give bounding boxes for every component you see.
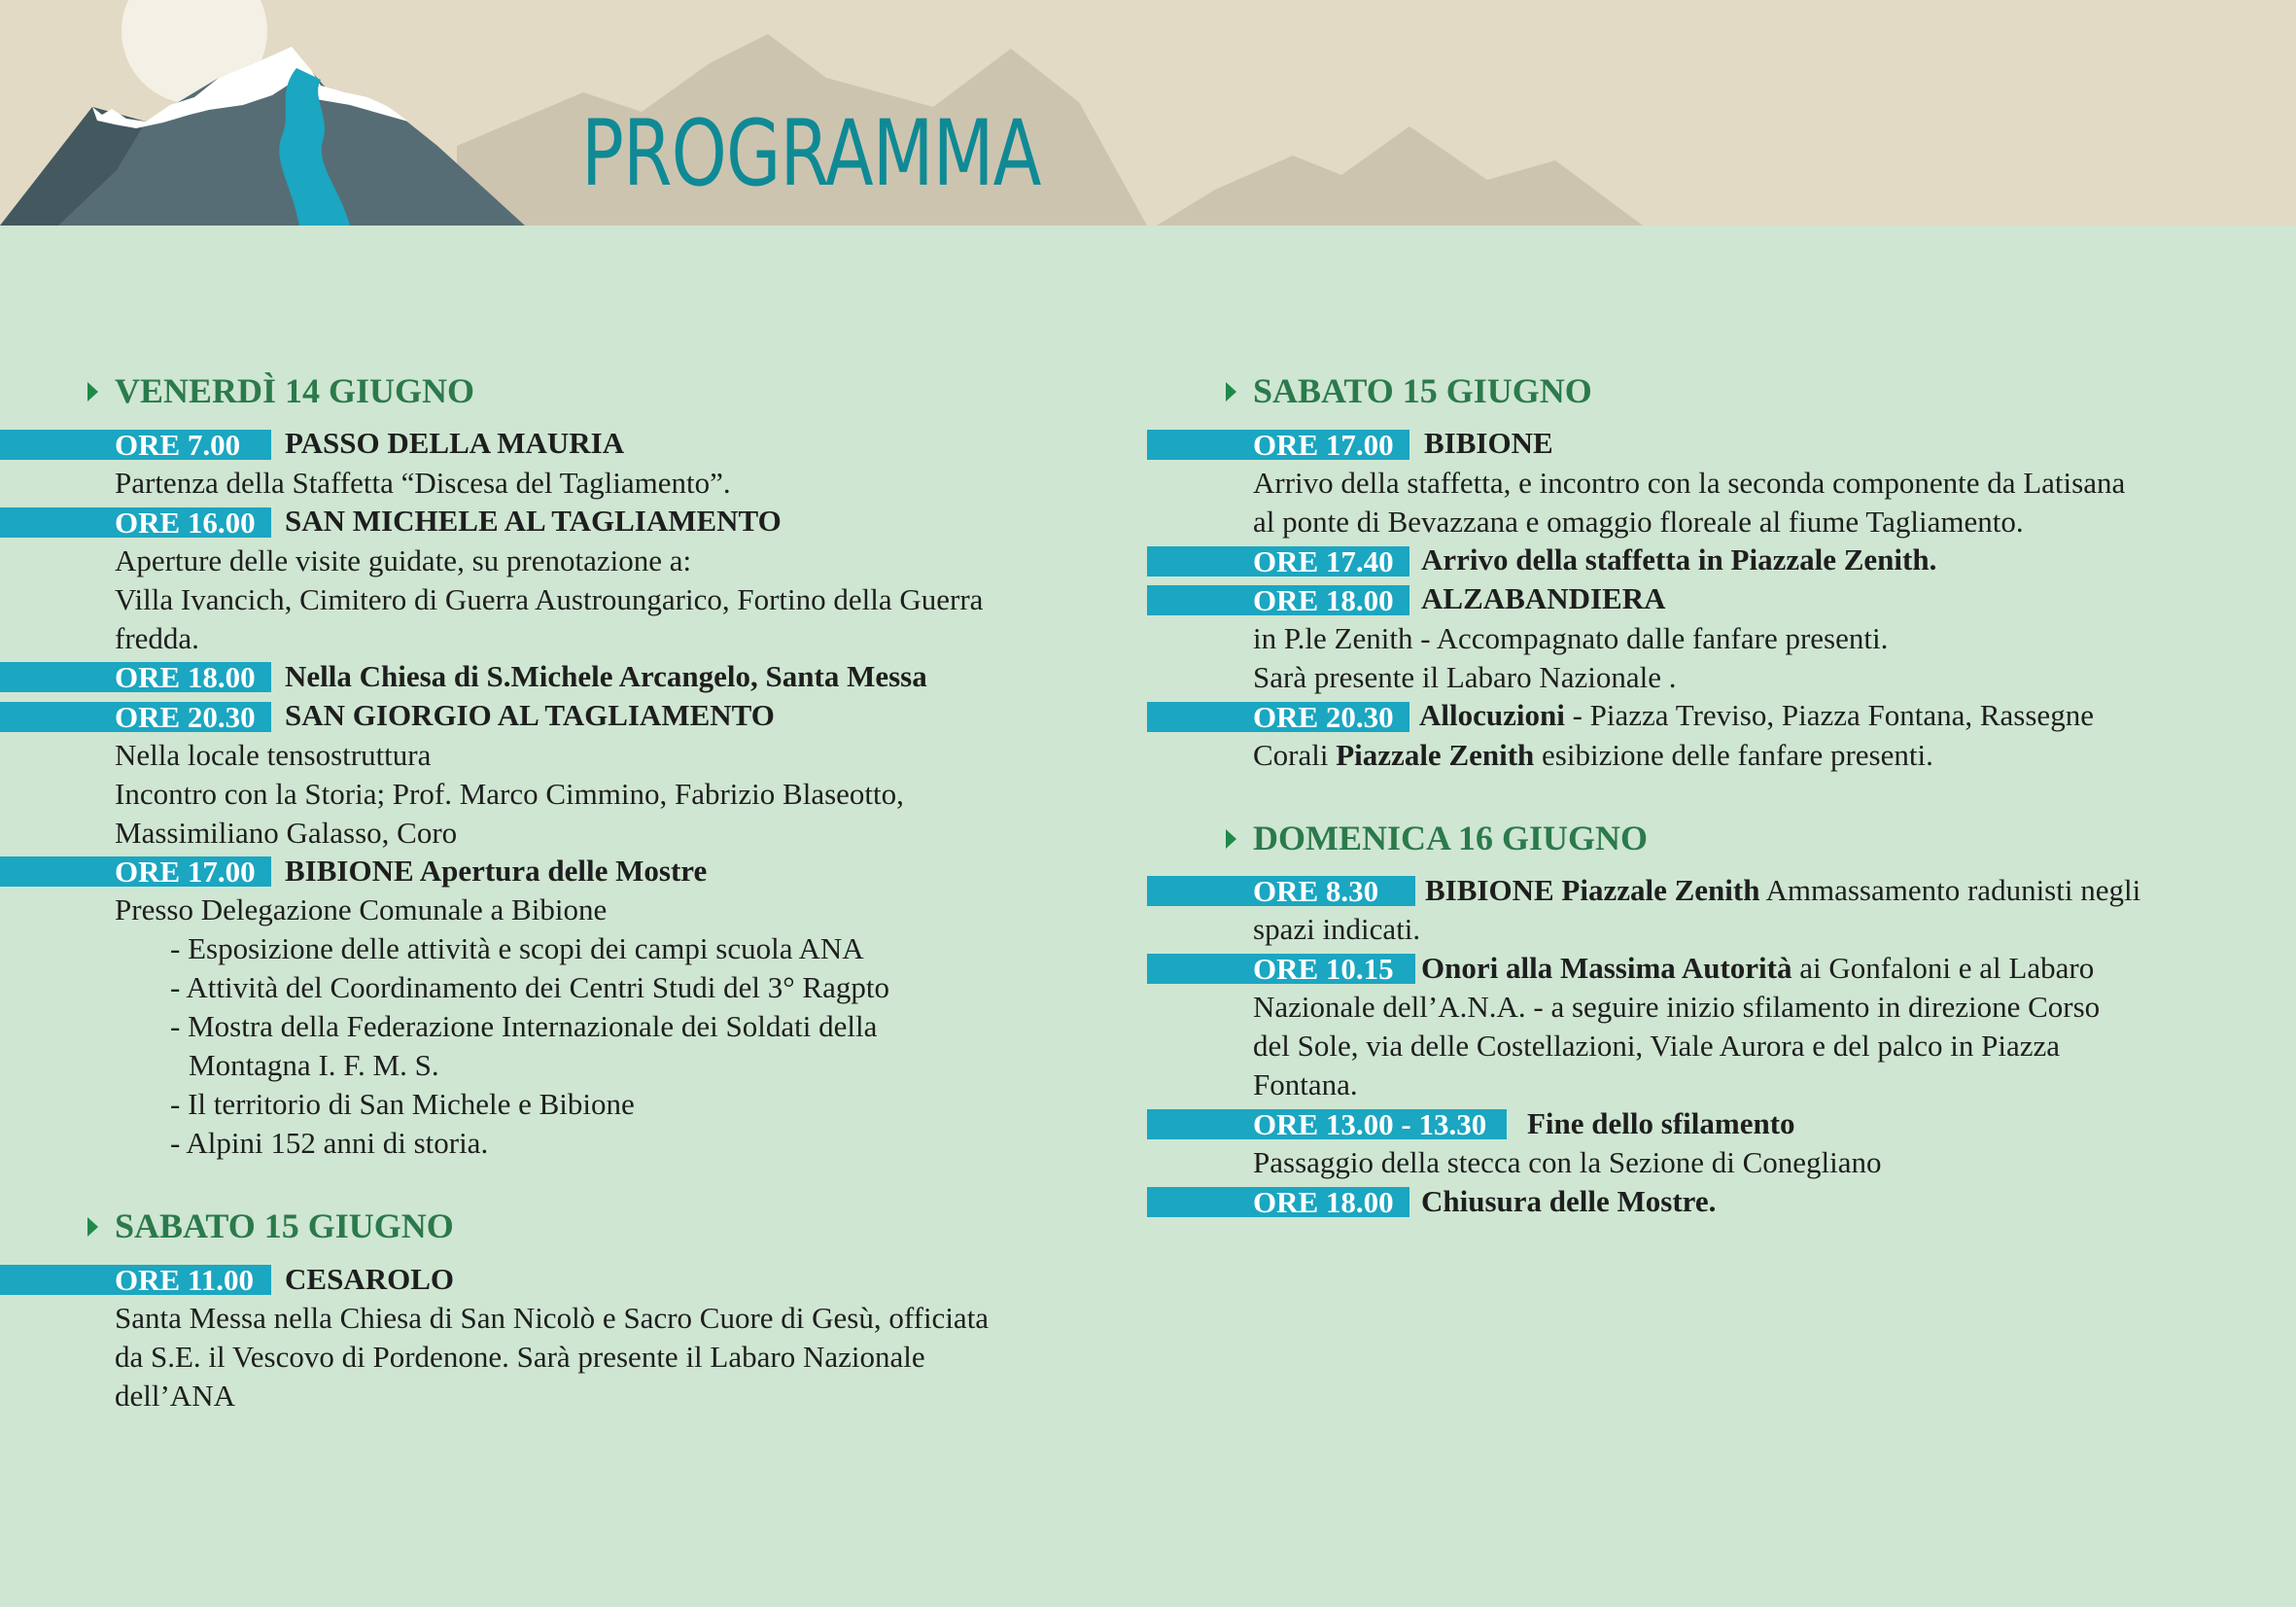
day-heading: DOMENICA 16 GIUGNO [1253, 817, 1648, 859]
event-title: ALZABANDIERA [1421, 581, 1666, 615]
event-title: BIBIONE Piazzale Zenith Ammassamento radunisti negli [1425, 873, 2141, 907]
event-text: Massimiliano Galasso, Coro [115, 816, 458, 850]
event-title: Fine dello sfilamento [1527, 1106, 1795, 1140]
event-title: SAN GIORGIO AL TAGLIAMENTO [285, 698, 775, 732]
list-item-continuation: Montagna I. F. M. S. [189, 1048, 439, 1082]
time-badge: ORE 17.00 [0, 856, 271, 887]
event-title: Allocuzioni - Piazza Treviso, Piazza Fontana, Rassegne [1419, 698, 2094, 732]
event-text: Santa Messa nella Chiesa di San Nicolò e Sacro Cuore di Gesù, officiata [115, 1301, 990, 1335]
list-item: - Il territorio di San Michele e Bibione [170, 1087, 635, 1121]
event-text: Fontana. [1253, 1067, 1358, 1101]
event-text: Sarà presente il Labaro Nazionale . [1253, 660, 1677, 694]
event-title: Nella Chiesa di S.Michele Arcangelo, Santa Messa [285, 659, 927, 693]
event-title: BIBIONE [1424, 426, 1553, 460]
time-badge: ORE 13.00 - 13.30 [1147, 1109, 1507, 1139]
page-title: PROGRAMMA [581, 101, 1041, 207]
event-text: Villa Ivancich, Cimitero di Guerra Austroungarico, Fortino della Guerra [115, 582, 984, 616]
event-text: del Sole, via delle Costellazioni, Viale Aurora e del palco in Piazza [1253, 1029, 2060, 1063]
day-heading: VENERDÌ 14 GIUGNO [115, 369, 474, 412]
time-badge: ORE 20.30 [1147, 702, 1409, 732]
time-badge: ORE 18.00 [1147, 1187, 1409, 1217]
event-title: PASSO DELLA MAURIA [285, 426, 625, 460]
list-item: - Mostra della Federazione Internazionale dei Soldati della [170, 1009, 878, 1043]
event-text: Arrivo della staffetta, e incontro con la seconda componente da Latisana [1253, 466, 2126, 500]
day-heading: SABATO 15 GIUGNO [115, 1205, 454, 1247]
arrow-right-icon [1226, 382, 1236, 402]
event-text: Nazionale dell’A.N.A. - a seguire inizio sfilamento in direzione Corso [1253, 990, 2101, 1024]
arrow-right-icon [1226, 829, 1236, 849]
event-text: da S.E. il Vescovo di Pordenone. Sarà presente il Labaro Nazionale [115, 1340, 925, 1374]
time-badge: ORE 11.00 [0, 1265, 271, 1295]
event-text: Aperture delle visite guidate, su prenotazione a: [115, 543, 692, 577]
time-badge: ORE 8.30 [1147, 876, 1415, 906]
arrow-right-icon [87, 382, 98, 402]
event-text: in P.le Zenith - Accompagnato dalle fanfare presenti. [1253, 621, 1889, 655]
event-text: fredda. [115, 621, 199, 655]
time-badge: ORE 17.00 [1147, 430, 1409, 460]
list-item: - Esposizione delle attività e scopi dei campi scuola ANA [170, 931, 864, 965]
event-text: Incontro con la Storia; Prof. Marco Cimmino, Fabrizio Blaseotto, [115, 777, 904, 811]
event-text: Passaggio della stecca con la Sezione di Conegliano [1253, 1145, 1882, 1179]
mountain-illustration [0, 0, 2296, 226]
time-badge: ORE 16.00 [0, 507, 271, 538]
event-title: BIBIONE Apertura delle Mostre [285, 854, 708, 888]
event-title: Chiusura delle Mostre. [1421, 1184, 1717, 1218]
list-item: - Alpini 152 anni di storia. [170, 1126, 489, 1160]
event-text: Corali Piazzale Zenith esibizione delle fanfare presenti. [1253, 738, 1933, 772]
day-heading: SABATO 15 GIUGNO [1253, 369, 1592, 412]
event-title: SAN MICHELE AL TAGLIAMENTO [285, 504, 782, 538]
time-badge: ORE 17.40 [1147, 546, 1409, 576]
event-text: Presso Delegazione Comunale a Bibione [115, 892, 608, 926]
header-banner [0, 0, 2296, 226]
event-title: Onori alla Massima Autorità ai Gonfaloni e al Labaro [1421, 951, 2095, 985]
event-title: CESAROLO [285, 1262, 454, 1296]
arrow-right-icon [87, 1217, 98, 1237]
time-badge: ORE 10.15 [1147, 954, 1415, 984]
list-item: - Attività del Coordinamento dei Centri Studi del 3° Ragpto [170, 970, 889, 1004]
time-badge: ORE 18.00 [0, 662, 271, 692]
event-text: dell’ANA [115, 1379, 235, 1413]
event-text: spazi indicati. [1253, 912, 1421, 946]
event-title: Arrivo della staffetta in Piazzale Zenith. [1421, 542, 1937, 576]
time-badge: ORE 20.30 [0, 702, 271, 732]
event-text: al ponte di Bevazzana e omaggio floreale al fiume Tagliamento. [1253, 505, 2024, 539]
event-text: Partenza della Staffetta “Discesa del Tagliamento”. [115, 466, 731, 500]
event-text: Nella locale tensostruttura [115, 738, 432, 772]
time-badge: ORE 7.00 [0, 430, 271, 460]
time-badge: ORE 18.00 [1147, 585, 1409, 615]
